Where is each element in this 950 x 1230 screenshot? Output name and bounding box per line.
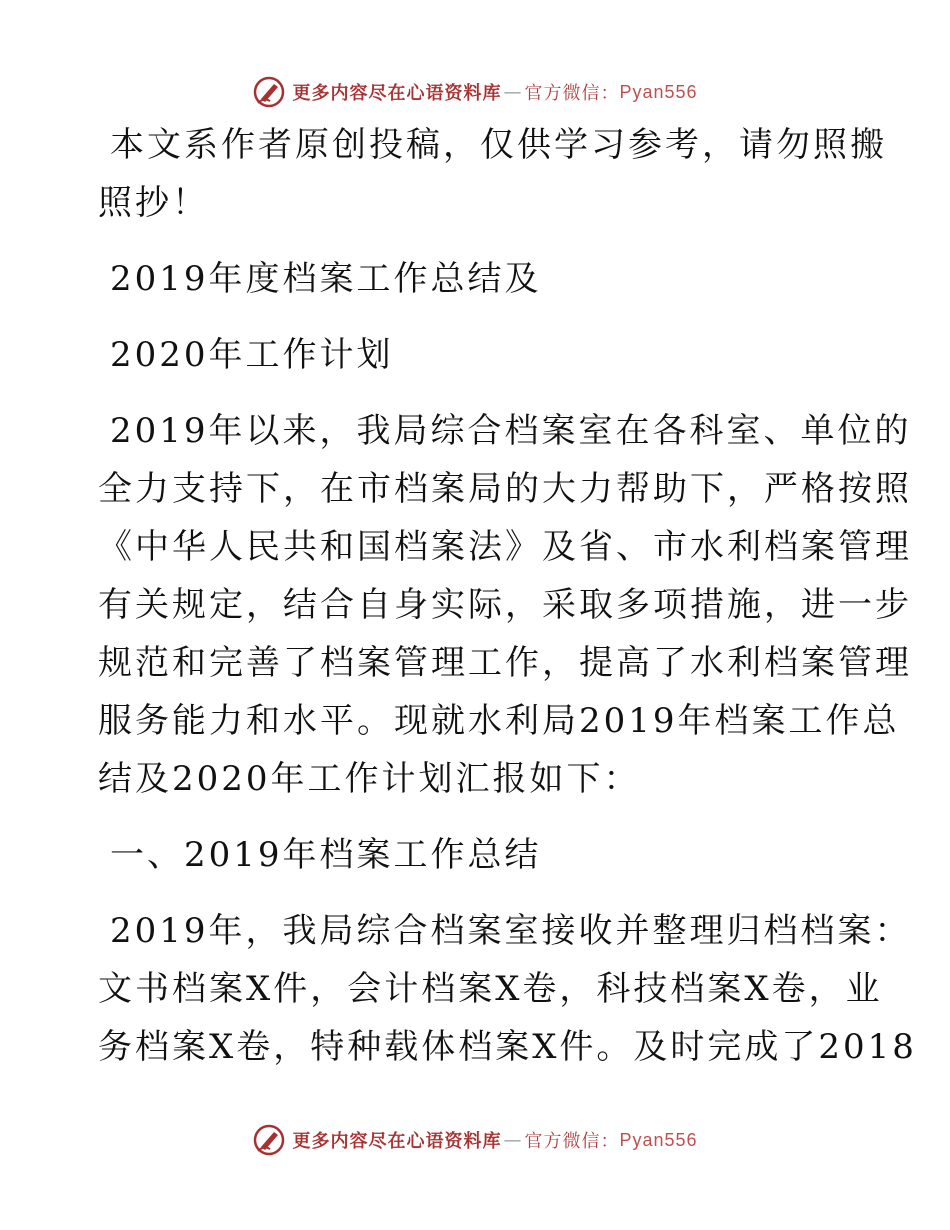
section-1-paragraph: [98, 902, 917, 1076]
watermark-separator: —: [503, 81, 523, 103]
notice-paragraph: [98, 116, 887, 232]
intro-line: 结及2020年工作计划汇报如下：: [98, 759, 641, 799]
watermark-wechat-label: 官方微信：: [524, 1131, 620, 1152]
pen-logo-icon: [252, 1123, 286, 1157]
header-watermark: [0, 72, 950, 112]
intro-line: 有关规定，结合自身实际，采取多项措施，进一步: [98, 585, 912, 625]
notice-line: 本文系作者原创投稿，仅供学习参考，请勿照搬: [110, 125, 887, 165]
watermark-tag: 更多内容尽在心语资料库: [292, 83, 502, 104]
document-body: [98, 116, 917, 1094]
section-1-line: 文书档案X件，会计档案X卷，科技档案X卷，业: [98, 969, 883, 1009]
notice-line: 照抄！: [98, 183, 209, 223]
intro-line: 《中华人民共和国档案法》及省、市水利档案管理: [98, 527, 912, 567]
watermark-wechat-id: Pyan556: [619, 1129, 698, 1150]
intro-line: 2019年以来，我局综合档案室在各科室、单位的: [110, 411, 912, 451]
title-line-2: 2020年工作计划: [110, 335, 394, 375]
intro-line: 全力支持下，在市档案局的大力帮助下，严格按照: [98, 469, 912, 509]
pen-logo-icon: [252, 75, 286, 109]
intro-line: 规范和完善了档案管理工作，提高了水利档案管理: [98, 643, 912, 683]
intro-paragraph: [98, 402, 912, 808]
watermark-wechat-label: 官方微信：: [524, 83, 620, 104]
section-1-line: 2019年，我局综合档案室接收并整理归档档案：: [110, 911, 912, 951]
intro-line: 服务能力和水平。现就水利局2019年档案工作总: [98, 701, 900, 741]
title-line-1: 2019年度档案工作总结及: [110, 259, 542, 299]
watermark-wechat-id: Pyan556: [619, 81, 698, 102]
footer-watermark: [0, 1120, 950, 1160]
section-1-heading: 一、2019年档案工作总结: [110, 835, 542, 875]
watermark-separator: —: [503, 1129, 523, 1151]
watermark-tag: 更多内容尽在心语资料库: [292, 1131, 502, 1152]
section-1-line: 务档案X卷，特种载体档案X件。及时完成了2018: [98, 1027, 917, 1067]
